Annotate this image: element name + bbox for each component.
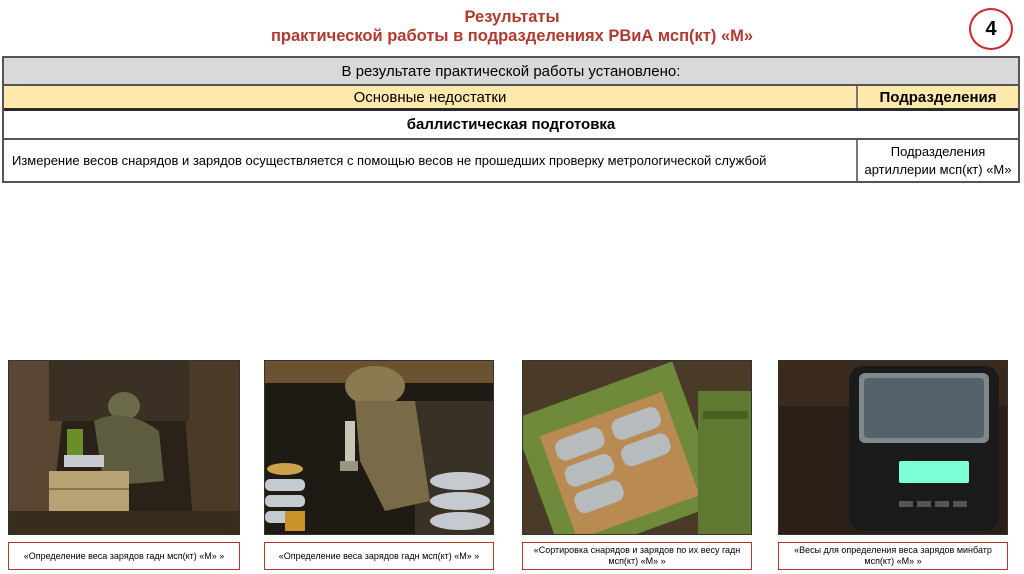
page-title: [0, 8, 1024, 46]
soldier-weighing-photo: [8, 360, 240, 535]
column-shortcomings: Основные недостатки: [4, 86, 858, 108]
page-number-badge: 4: [969, 8, 1013, 50]
photo-caption-4: «Весы для определения веса зарядов минбатр мсп(кт) «М» »: [778, 542, 1008, 570]
findings-table: [2, 56, 1020, 183]
title-line-2: практической работы в подразделениях РВиА мсп(кт) «М»: [270, 27, 754, 45]
units-line-2: артиллерии мсп(кт) «М»: [864, 161, 1012, 177]
units-cell: [858, 140, 1018, 181]
table-section: баллистическая подготовка: [4, 111, 1018, 140]
photo-caption-2: «Определение веса зарядов гадн мсп(кт) «М» »: [264, 542, 494, 570]
column-units: Подразделения: [879, 88, 997, 106]
photo-caption-1: «Определение веса зарядов гадн мсп(кт) «М» »: [8, 542, 240, 570]
soldier-trench-shells-photo: [264, 360, 494, 535]
digital-scale-photo: [778, 360, 1008, 535]
title-line-1: Результаты: [464, 8, 560, 26]
table-heading: В результате практической работы установлено:: [4, 58, 1018, 86]
table-row: [4, 140, 1018, 181]
units-line-1: Подразделения: [890, 143, 986, 159]
shortcoming-cell: Измерение весов снарядов и зарядов осуществляется с помощью весов не прошедших проверку метрологической службой: [4, 140, 858, 181]
photo-caption-3: «Сортировка снарядов и зарядов по их весу гадн мсп(кт) «М» »: [522, 542, 752, 570]
table-column-headers: [4, 86, 1018, 111]
ammo-crate-photo: [522, 360, 752, 535]
